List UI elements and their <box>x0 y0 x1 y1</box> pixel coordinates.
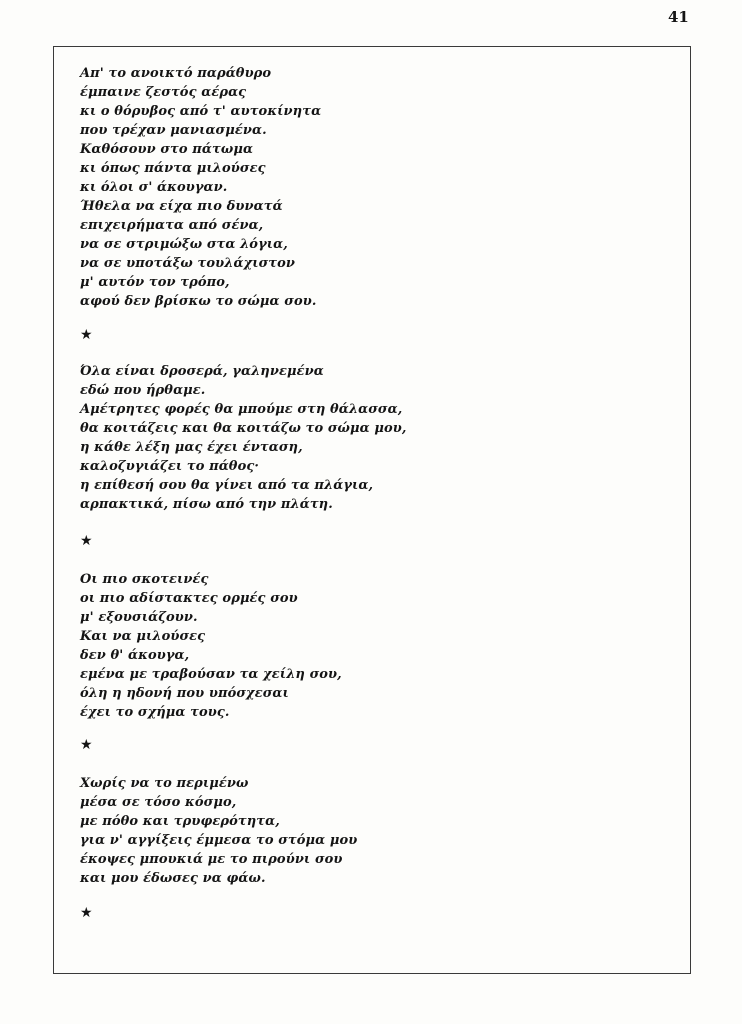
poem-line: δεν θ' άκουγα, <box>80 648 190 663</box>
poem-line: αρπακτικά, πίσω από την πλάτη. <box>80 497 333 512</box>
poem-line: που τρέχαν μανιασμένα. <box>80 123 267 138</box>
star-separator-icon: ★ <box>80 533 93 549</box>
poem-line: η επίθεσή σου θα γίνει από τα πλάγια, <box>80 478 374 493</box>
poem-line: μέσα σε τόσο κόσμο, <box>80 795 237 810</box>
stanza-3 <box>80 570 342 722</box>
poem-line: έκοψες μπουκιά με το πιρούνι σου <box>80 852 343 867</box>
poem-line: Οι πιο σκοτεινές <box>80 572 209 587</box>
poem-line: έχει το σχήμα τους. <box>80 705 230 720</box>
poem-line: και μου έδωσες να φάω. <box>80 871 266 886</box>
star-separator-icon: ★ <box>80 905 93 921</box>
star-separator-icon: ★ <box>80 737 93 753</box>
poem-line: να σε υποτάξω τουλάχιστον <box>80 256 296 271</box>
star-separator-icon: ★ <box>80 327 93 343</box>
stanza-1 <box>80 64 321 311</box>
poem-line: Αμέτρητες φορές θα μπούμε στη θάλασσα, <box>80 402 403 417</box>
poem-line: να σε στριμώξω στα λόγια, <box>80 237 288 252</box>
poem-line: Χωρίς να το περιμένω <box>80 776 249 791</box>
poem-line: όλη η ηδονή που υπόσχεσαι <box>80 686 289 701</box>
poem-line: αφού δεν βρίσκω το σώμα σου. <box>80 294 317 309</box>
poem-line: η κάθε λέξη μας έχει ένταση, <box>80 440 303 455</box>
poem-line: Καθόσουν στο πάτωμα <box>80 142 254 157</box>
poem-line: μ' αυτόν τον τρόπο, <box>80 275 230 290</box>
poem-line: οι πιο αδίστακτες ορμές σου <box>80 591 298 606</box>
poem-line: για ν' αγγίξεις έμμεσα το στόμα μου <box>80 833 358 848</box>
poem-line: μ' εξουσιάζουν. <box>80 610 198 625</box>
poem-line: κι όλοι σ' άκουγαν. <box>80 180 228 195</box>
page-number: 41 <box>668 8 689 26</box>
stanza-2 <box>80 362 407 514</box>
poem-line: καλοζυγιάζει το πάθος· <box>80 459 259 474</box>
poem-line: Και να μιλούσες <box>80 629 206 644</box>
poem-line: Απ' το ανοικτό παράθυρο <box>80 66 272 81</box>
poem-line: κι όπως πάντα μιλούσες <box>80 161 266 176</box>
poem-line: εδώ που ήρθαμε. <box>80 383 206 398</box>
stanza-4 <box>80 774 357 888</box>
poem-line: Ήθελα να είχα πιο δυνατά <box>80 199 283 214</box>
poem-line: έμπαινε ζεστός αέρας <box>80 85 247 100</box>
poem-line: εμένα με τραβούσαν τα χείλη σου, <box>80 667 342 682</box>
poem-line: θα κοιτάζεις και θα κοιτάζω το σώμα μου, <box>80 421 407 436</box>
poem-line: με πόθο και τρυφερότητα, <box>80 814 280 829</box>
poem-line: κι ο θόρυβος από τ' αυτοκίνητα <box>80 104 322 119</box>
poem-line: επιχειρήματα από σένα, <box>80 218 264 233</box>
poem-line: Όλα είναι δροσερά, γαληνεμένα <box>80 364 324 379</box>
